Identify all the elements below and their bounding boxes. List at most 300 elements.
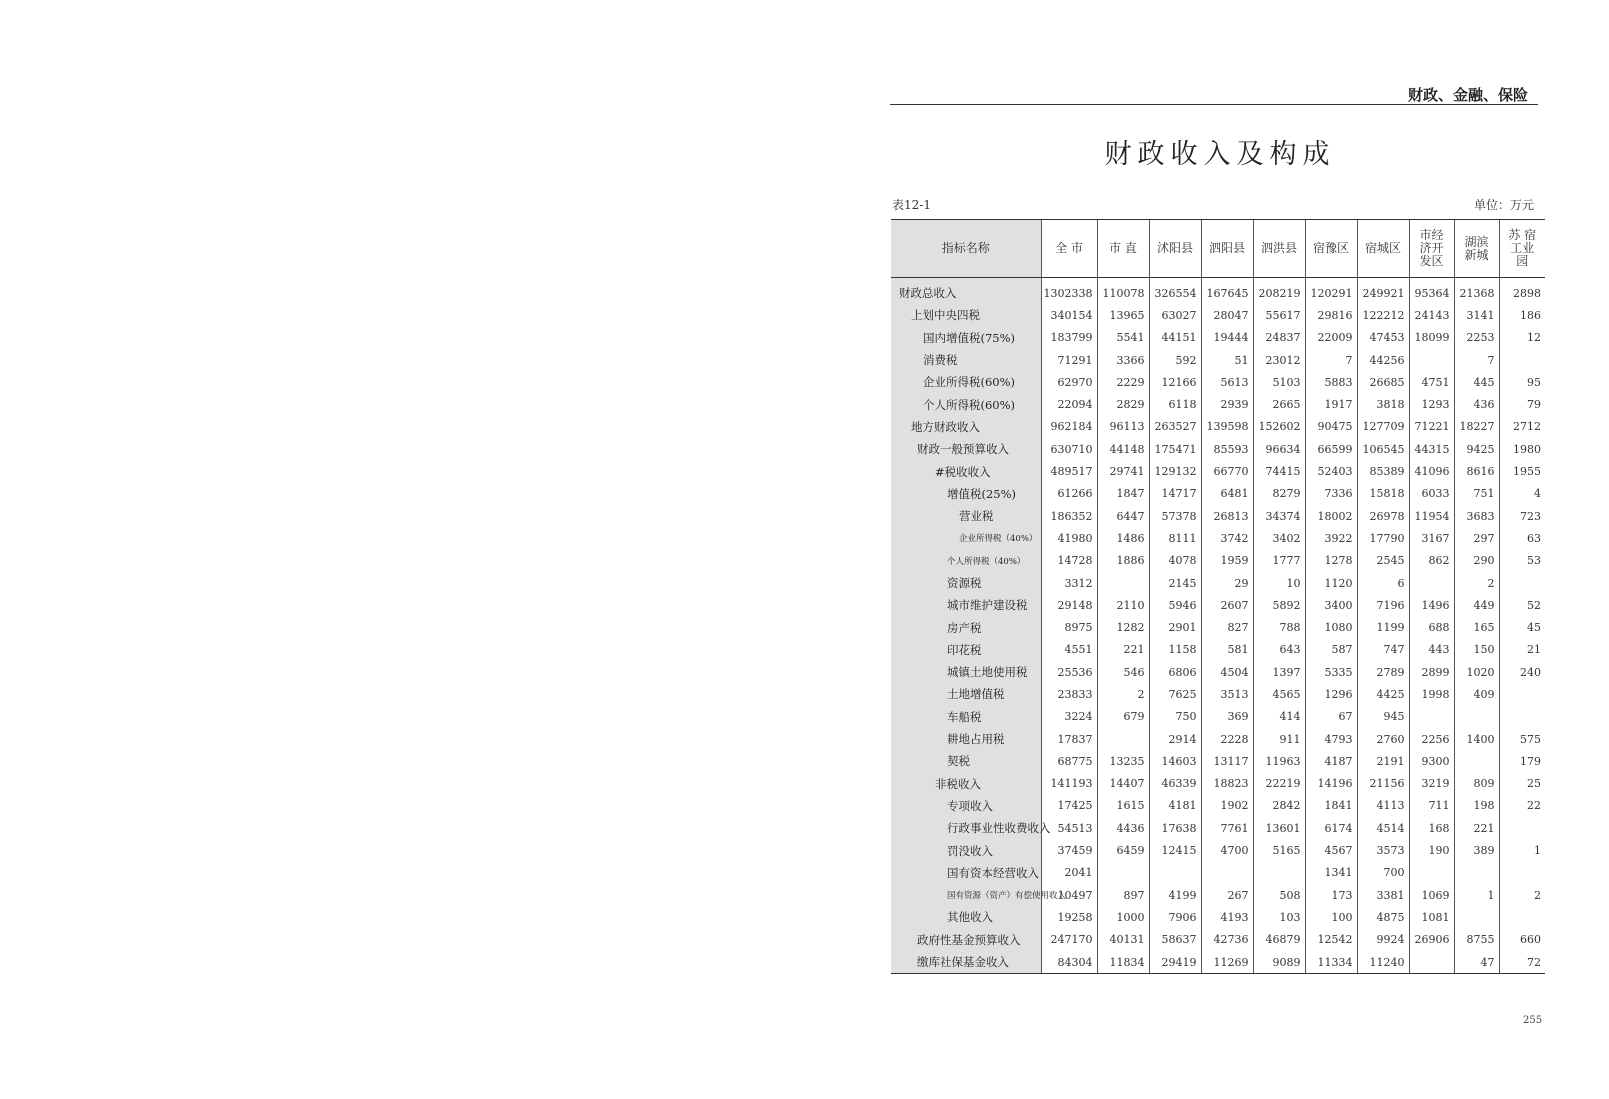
- table-row: [891, 773, 1545, 795]
- cell-value: 747: [1357, 639, 1409, 661]
- cell-value: 3400: [1305, 594, 1357, 616]
- cell-value: 1296: [1305, 683, 1357, 705]
- cell-value: 96634: [1253, 438, 1305, 460]
- cell-value: 186: [1499, 304, 1545, 326]
- cell-value: 165: [1454, 616, 1499, 638]
- table-row: [891, 527, 1545, 549]
- row-label: 企业所得税(60%): [891, 371, 1041, 393]
- cell-value: 71291: [1041, 349, 1097, 371]
- cell-value: [1201, 862, 1253, 884]
- table-row: [891, 304, 1545, 326]
- cell-value: 29816: [1305, 304, 1357, 326]
- cell-value: 175471: [1149, 438, 1201, 460]
- cell-value: 8111: [1149, 527, 1201, 549]
- cell-value: 3219: [1409, 773, 1454, 795]
- cell-value: 47453: [1357, 327, 1409, 349]
- table-row: [891, 639, 1545, 661]
- table-row: [891, 817, 1545, 839]
- cell-value: 688: [1409, 616, 1454, 638]
- row-label: 政府性基金预算收入: [891, 929, 1041, 951]
- cell-value: 46879: [1253, 929, 1305, 951]
- cell-value: 25536: [1041, 661, 1097, 683]
- row-label: 城镇土地使用税: [891, 661, 1041, 683]
- cell-value: 3167: [1409, 527, 1454, 549]
- table-row: [891, 438, 1545, 460]
- cell-value: 326554: [1149, 278, 1201, 305]
- cell-value: 173: [1305, 884, 1357, 906]
- cell-value: [1499, 906, 1545, 928]
- table-row: [891, 951, 1545, 974]
- table-row: [891, 728, 1545, 750]
- cell-value: 29741: [1097, 460, 1149, 482]
- cell-value: 1397: [1253, 661, 1305, 683]
- column-header-indicator: 指标名称: [891, 220, 1041, 278]
- cell-value: 679: [1097, 706, 1149, 728]
- cell-value: 58637: [1149, 929, 1201, 951]
- cell-value: 186352: [1041, 505, 1097, 527]
- cell-value: 240: [1499, 661, 1545, 683]
- cell-value: 2607: [1201, 594, 1253, 616]
- cell-value: 46339: [1149, 773, 1201, 795]
- row-label: 个人所得税（40%）: [891, 550, 1041, 572]
- cell-value: 7196: [1357, 594, 1409, 616]
- cell-value: 23012: [1253, 349, 1305, 371]
- cell-value: 2: [1454, 572, 1499, 594]
- cell-value: 700: [1357, 862, 1409, 884]
- cell-value: 4113: [1357, 795, 1409, 817]
- cell-value: 221: [1454, 817, 1499, 839]
- cell-value: 14728: [1041, 550, 1097, 572]
- cell-value: 3224: [1041, 706, 1097, 728]
- cell-value: [1149, 862, 1201, 884]
- row-label: 房产税: [891, 616, 1041, 638]
- cell-value: 66770: [1201, 460, 1253, 482]
- cell-value: 1959: [1201, 550, 1253, 572]
- cell-value: 7761: [1201, 817, 1253, 839]
- row-label: 增值税(25%): [891, 483, 1041, 505]
- cell-value: 68775: [1041, 750, 1097, 772]
- cell-value: 26685: [1357, 371, 1409, 393]
- cell-value: 37459: [1041, 839, 1097, 861]
- cell-value: 10: [1253, 572, 1305, 594]
- cell-value: 13965: [1097, 304, 1149, 326]
- cell-value: 9089: [1253, 951, 1305, 974]
- cell-value: 4565: [1253, 683, 1305, 705]
- cell-value: 897: [1097, 884, 1149, 906]
- cell-value: 44151: [1149, 327, 1201, 349]
- row-label: 国有资源（资产）有偿使用收入: [891, 884, 1041, 906]
- cell-value: 8616: [1454, 460, 1499, 482]
- table-row: [891, 460, 1545, 482]
- cell-value: 106545: [1357, 438, 1409, 460]
- cell-value: 1080: [1305, 616, 1357, 638]
- row-label: 国内增值税(75%): [891, 327, 1041, 349]
- cell-value: 4700: [1201, 839, 1253, 861]
- cell-value: 2939: [1201, 393, 1253, 415]
- cell-value: 54513: [1041, 817, 1097, 839]
- cell-value: 4181: [1149, 795, 1201, 817]
- cell-value: 63: [1499, 527, 1545, 549]
- cell-value: 47: [1454, 951, 1499, 974]
- cell-value: 13601: [1253, 817, 1305, 839]
- cell-value: 340154: [1041, 304, 1097, 326]
- column-header-suyu: 宿豫区: [1305, 220, 1357, 278]
- cell-value: 5541: [1097, 327, 1149, 349]
- cell-value: 962184: [1041, 416, 1097, 438]
- cell-value: 28047: [1201, 304, 1253, 326]
- cell-value: [1409, 349, 1454, 371]
- cell-value: 8279: [1253, 483, 1305, 505]
- cell-value: 297: [1454, 527, 1499, 549]
- cell-value: 12: [1499, 327, 1545, 349]
- cell-value: 208219: [1253, 278, 1305, 305]
- cell-value: 4567: [1305, 839, 1357, 861]
- cell-value: 11834: [1097, 951, 1149, 974]
- cell-value: 26978: [1357, 505, 1409, 527]
- cell-value: 6174: [1305, 817, 1357, 839]
- cell-value: 2256: [1409, 728, 1454, 750]
- cell-value: 5613: [1201, 371, 1253, 393]
- cell-value: 12415: [1149, 839, 1201, 861]
- row-label: 城市维护建设税: [891, 594, 1041, 616]
- cell-value: 2110: [1097, 594, 1149, 616]
- cell-value: 122212: [1357, 304, 1409, 326]
- cell-value: 7: [1454, 349, 1499, 371]
- cell-value: 52403: [1305, 460, 1357, 482]
- cell-value: 42736: [1201, 929, 1253, 951]
- row-label: 营业税: [891, 505, 1041, 527]
- cell-value: 79: [1499, 393, 1545, 415]
- cell-value: 4193: [1201, 906, 1253, 928]
- cell-value: 179: [1499, 750, 1545, 772]
- column-header-sucheng: 宿城区: [1357, 220, 1409, 278]
- cell-value: 2789: [1357, 661, 1409, 683]
- table-row: [891, 550, 1545, 572]
- cell-value: 1496: [1409, 594, 1454, 616]
- cell-value: 750: [1149, 706, 1201, 728]
- header-rule: [890, 104, 1538, 105]
- cell-value: 14717: [1149, 483, 1201, 505]
- cell-value: 24143: [1409, 304, 1454, 326]
- cell-value: 11334: [1305, 951, 1357, 974]
- row-label: 财政总收入: [891, 278, 1041, 305]
- cell-value: 660: [1499, 929, 1545, 951]
- table-row: [891, 278, 1545, 305]
- cell-value: 74415: [1253, 460, 1305, 482]
- cell-value: 809: [1454, 773, 1499, 795]
- cell-value: 8975: [1041, 616, 1097, 638]
- cell-value: 5883: [1305, 371, 1357, 393]
- cell-value: 198: [1454, 795, 1499, 817]
- cell-value: 575: [1499, 728, 1545, 750]
- cell-value: 2229: [1097, 371, 1149, 393]
- cell-value: 1069: [1409, 884, 1454, 906]
- cell-value: 100: [1305, 906, 1357, 928]
- cell-value: 129132: [1149, 460, 1201, 482]
- cell-value: 4751: [1409, 371, 1454, 393]
- row-label: 国有资本经营收入: [891, 862, 1041, 884]
- cell-value: 247170: [1041, 929, 1097, 951]
- cell-value: 4199: [1149, 884, 1201, 906]
- cell-value: 5103: [1253, 371, 1305, 393]
- column-header-municipal: 市 直: [1097, 220, 1149, 278]
- cell-value: 12542: [1305, 929, 1357, 951]
- cell-value: 139598: [1201, 416, 1253, 438]
- cell-value: 21: [1499, 639, 1545, 661]
- cell-value: [1499, 572, 1545, 594]
- cell-value: 18227: [1454, 416, 1499, 438]
- cell-value: 1278: [1305, 550, 1357, 572]
- cell-value: 643: [1253, 639, 1305, 661]
- cell-value: [1454, 750, 1499, 772]
- cell-value: 17837: [1041, 728, 1097, 750]
- cell-value: 19444: [1201, 327, 1253, 349]
- cell-value: [1097, 728, 1149, 750]
- cell-value: 11963: [1253, 750, 1305, 772]
- cell-value: [1499, 817, 1545, 839]
- cell-value: 63027: [1149, 304, 1201, 326]
- cell-value: 72: [1499, 951, 1545, 974]
- cell-value: 4425: [1357, 683, 1409, 705]
- cell-value: 5165: [1253, 839, 1305, 861]
- cell-value: 22219: [1253, 773, 1305, 795]
- cell-value: 6481: [1201, 483, 1253, 505]
- cell-value: 14407: [1097, 773, 1149, 795]
- cell-value: 1400: [1454, 728, 1499, 750]
- cell-value: 587: [1305, 639, 1357, 661]
- cell-value: 443: [1409, 639, 1454, 661]
- cell-value: 1847: [1097, 483, 1149, 505]
- cell-value: 1486: [1097, 527, 1149, 549]
- row-label: 消费税: [891, 349, 1041, 371]
- cell-value: 150: [1454, 639, 1499, 661]
- cell-value: 1: [1499, 839, 1545, 861]
- table-row: [891, 371, 1545, 393]
- cell-value: 44148: [1097, 438, 1149, 460]
- cell-value: 18823: [1201, 773, 1253, 795]
- cell-value: 71221: [1409, 416, 1454, 438]
- cell-value: 2: [1097, 683, 1149, 705]
- cell-value: [1499, 862, 1545, 884]
- cell-value: 221: [1097, 639, 1149, 661]
- cell-value: 723: [1499, 505, 1545, 527]
- cell-value: 3141: [1454, 304, 1499, 326]
- cell-value: 22009: [1305, 327, 1357, 349]
- cell-value: 55617: [1253, 304, 1305, 326]
- table-row: [891, 327, 1545, 349]
- cell-value: 1199: [1357, 616, 1409, 638]
- cell-value: 369: [1201, 706, 1253, 728]
- row-label: 缴库社保基金收入: [891, 951, 1041, 974]
- cell-value: 1841: [1305, 795, 1357, 817]
- cell-value: 546: [1097, 661, 1149, 683]
- cell-value: 18099: [1409, 327, 1454, 349]
- cell-value: 9300: [1409, 750, 1454, 772]
- cell-value: [1454, 706, 1499, 728]
- cell-value: [1499, 683, 1545, 705]
- cell-value: 7625: [1149, 683, 1201, 705]
- cell-value: 4187: [1305, 750, 1357, 772]
- cell-value: 3402: [1253, 527, 1305, 549]
- table-row: [891, 616, 1545, 638]
- cell-value: 85593: [1201, 438, 1253, 460]
- cell-value: 22: [1499, 795, 1545, 817]
- row-label: 车船税: [891, 706, 1041, 728]
- cell-value: 141193: [1041, 773, 1097, 795]
- cell-value: 445: [1454, 371, 1499, 393]
- cell-value: [1097, 572, 1149, 594]
- table-row: [891, 505, 1545, 527]
- cell-value: 21156: [1357, 773, 1409, 795]
- row-label: 上划中央四税: [891, 304, 1041, 326]
- cell-value: [1409, 862, 1454, 884]
- cell-value: 26906: [1409, 929, 1454, 951]
- cell-value: 414: [1253, 706, 1305, 728]
- table-row: [891, 750, 1545, 772]
- cell-value: 6033: [1409, 483, 1454, 505]
- cell-value: 10497: [1041, 884, 1097, 906]
- cell-value: 7906: [1149, 906, 1201, 928]
- cell-value: 4504: [1201, 661, 1253, 683]
- cell-value: 95: [1499, 371, 1545, 393]
- cell-value: 2665: [1253, 393, 1305, 415]
- cell-value: 1120: [1305, 572, 1357, 594]
- cell-value: 44315: [1409, 438, 1454, 460]
- cell-value: 2842: [1253, 795, 1305, 817]
- page-title: 财政收入及构成: [1104, 139, 1336, 170]
- cell-value: 40131: [1097, 929, 1149, 951]
- cell-value: 6806: [1149, 661, 1201, 683]
- fiscal-revenue-table: [891, 219, 1545, 974]
- cell-value: 96113: [1097, 416, 1149, 438]
- cell-value: 3922: [1305, 527, 1357, 549]
- cell-value: 66599: [1305, 438, 1357, 460]
- row-label: 契税: [891, 750, 1041, 772]
- row-label: 个人所得税(60%): [891, 393, 1041, 415]
- cell-value: 5946: [1149, 594, 1201, 616]
- cell-value: 15818: [1357, 483, 1409, 505]
- cell-value: 4514: [1357, 817, 1409, 839]
- row-label: 地方财政收入: [891, 416, 1041, 438]
- cell-value: 3683: [1454, 505, 1499, 527]
- cell-value: 6118: [1149, 393, 1201, 415]
- cell-value: 2545: [1357, 550, 1409, 572]
- cell-value: 1955: [1499, 460, 1545, 482]
- cell-value: 183799: [1041, 327, 1097, 349]
- cell-value: 2901: [1149, 616, 1201, 638]
- table-number: 表12-1: [892, 198, 931, 212]
- cell-value: 1902: [1201, 795, 1253, 817]
- cell-value: 62970: [1041, 371, 1097, 393]
- cell-value: 267: [1201, 884, 1253, 906]
- cell-value: 2712: [1499, 416, 1545, 438]
- cell-value: 788: [1253, 616, 1305, 638]
- cell-value: 3818: [1357, 393, 1409, 415]
- cell-value: [1454, 862, 1499, 884]
- column-header-sihong: 泗洪县: [1253, 220, 1305, 278]
- cell-value: 84304: [1041, 951, 1097, 974]
- cell-value: 17790: [1357, 527, 1409, 549]
- cell-value: 11269: [1201, 951, 1253, 974]
- cell-value: 2898: [1499, 278, 1545, 305]
- cell-value: 41980: [1041, 527, 1097, 549]
- cell-value: 120291: [1305, 278, 1357, 305]
- cell-value: 3513: [1201, 683, 1253, 705]
- table-row: [891, 683, 1545, 705]
- cell-value: 1000: [1097, 906, 1149, 928]
- cell-value: 508: [1253, 884, 1305, 906]
- cell-value: 19258: [1041, 906, 1097, 928]
- cell-value: 53: [1499, 550, 1545, 572]
- row-label: 耕地占用税: [891, 728, 1041, 750]
- cell-value: 25: [1499, 773, 1545, 795]
- cell-value: 95364: [1409, 278, 1454, 305]
- cell-value: 29419: [1149, 951, 1201, 974]
- cell-value: 1: [1454, 884, 1499, 906]
- cell-value: 2829: [1097, 393, 1149, 415]
- cell-value: 6447: [1097, 505, 1149, 527]
- cell-value: 29148: [1041, 594, 1097, 616]
- cell-value: 41096: [1409, 460, 1454, 482]
- cell-value: 2191: [1357, 750, 1409, 772]
- cell-value: 8755: [1454, 929, 1499, 951]
- header-row: [891, 220, 1545, 278]
- cell-value: 13235: [1097, 750, 1149, 772]
- table-row: [891, 594, 1545, 616]
- cell-value: 2: [1499, 884, 1545, 906]
- cell-value: 7336: [1305, 483, 1357, 505]
- cell-value: 2145: [1149, 572, 1201, 594]
- cell-value: 45: [1499, 616, 1545, 638]
- cell-value: 51: [1201, 349, 1253, 371]
- cell-value: 1341: [1305, 862, 1357, 884]
- cell-value: 3312: [1041, 572, 1097, 594]
- cell-value: 290: [1454, 550, 1499, 572]
- cell-value: 2253: [1454, 327, 1499, 349]
- column-header-city: 全 市: [1041, 220, 1097, 278]
- cell-value: 2914: [1149, 728, 1201, 750]
- table-row: [891, 839, 1545, 861]
- section-title: 财政、金融、保险: [1407, 86, 1528, 104]
- row-label: 土地增值税: [891, 683, 1041, 705]
- cell-value: 90475: [1305, 416, 1357, 438]
- cell-value: 911: [1253, 728, 1305, 750]
- column-header-hubin: 湖滨新城: [1454, 220, 1499, 278]
- cell-value: 1615: [1097, 795, 1149, 817]
- cell-value: 61266: [1041, 483, 1097, 505]
- cell-value: 11954: [1409, 505, 1454, 527]
- cell-value: 4078: [1149, 550, 1201, 572]
- cell-value: 592: [1149, 349, 1201, 371]
- row-label: 专项收入: [891, 795, 1041, 817]
- cell-value: 3573: [1357, 839, 1409, 861]
- cell-value: 1158: [1149, 639, 1201, 661]
- cell-value: 85389: [1357, 460, 1409, 482]
- cell-value: 22094: [1041, 393, 1097, 415]
- table-row: [891, 906, 1545, 928]
- cell-value: 5335: [1305, 661, 1357, 683]
- cell-value: 67: [1305, 706, 1357, 728]
- cell-value: 17425: [1041, 795, 1097, 817]
- cell-value: 1282: [1097, 616, 1149, 638]
- cell-value: 4436: [1097, 817, 1149, 839]
- cell-value: 14603: [1149, 750, 1201, 772]
- cell-value: 581: [1201, 639, 1253, 661]
- cell-value: 945: [1357, 706, 1409, 728]
- cell-value: 57378: [1149, 505, 1201, 527]
- column-header-susu-park: 苏 宿工业园: [1499, 220, 1545, 278]
- cell-value: 862: [1409, 550, 1454, 572]
